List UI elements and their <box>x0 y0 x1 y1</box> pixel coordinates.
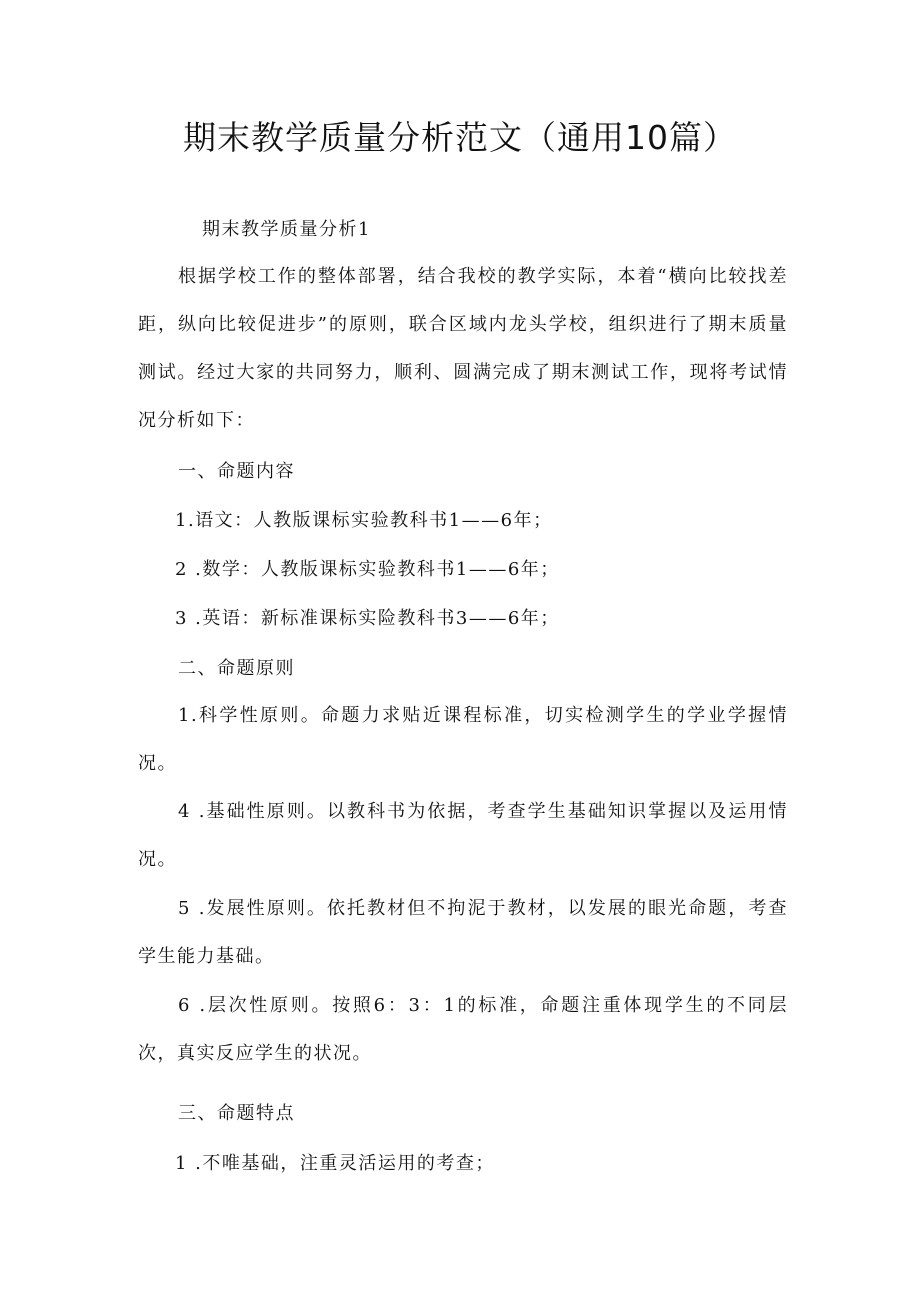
part2-item-4: 6 .层次性原则。按照6：3：1的标准，命题注重体现学生的不同层次，真实反应学生的状况。 <box>138 995 788 1064</box>
part2-item-1: 1.科学性原则。命题力求贴近课程标准，切实检测学生的学业学握情况。 <box>138 705 788 774</box>
part1-item-1: 1.语文：人教版课标实验教科书1——6年； <box>175 510 553 531</box>
section-heading: 期末教学质量分析1 <box>202 219 371 240</box>
part2-item-3: 5 .发展性原则。依托教材但不拘泥于教材，以发展的眼光命题，考查学生能力基础。 <box>138 898 788 967</box>
part2-heading: 二、命题原则 <box>178 658 295 679</box>
part2-item-2: 4 .基础性原则。以教科书为依据，考查学生基础知识掌握以及运用情况。 <box>138 801 788 870</box>
part1-item-3: 3 .英语：新标准课标实险教科书3——6年； <box>175 608 560 629</box>
part3-item-1: 1 .不唯基础，注重灵活运用的考查； <box>175 1153 495 1174</box>
part1-heading: 一、命题内容 <box>178 461 295 482</box>
intro-paragraph: 根据学校工作的整体部署，结合我校的教学实际，本着“横向比较找差距，纵向比较促进步”的原则，联合区域内龙头学校，组织进行了期末质量测试。经过大家的共同努力，顺利、圆满完成了期末测试工作，现将考试情况分析如下： <box>138 266 788 431</box>
part1-item-2: 2 .数学：人教版课标实验教科书1——6年； <box>175 559 560 580</box>
document-title: 期末教学质量分析范文（通用10篇） <box>183 118 737 157</box>
part3-heading: 三、命题特点 <box>178 1103 295 1124</box>
